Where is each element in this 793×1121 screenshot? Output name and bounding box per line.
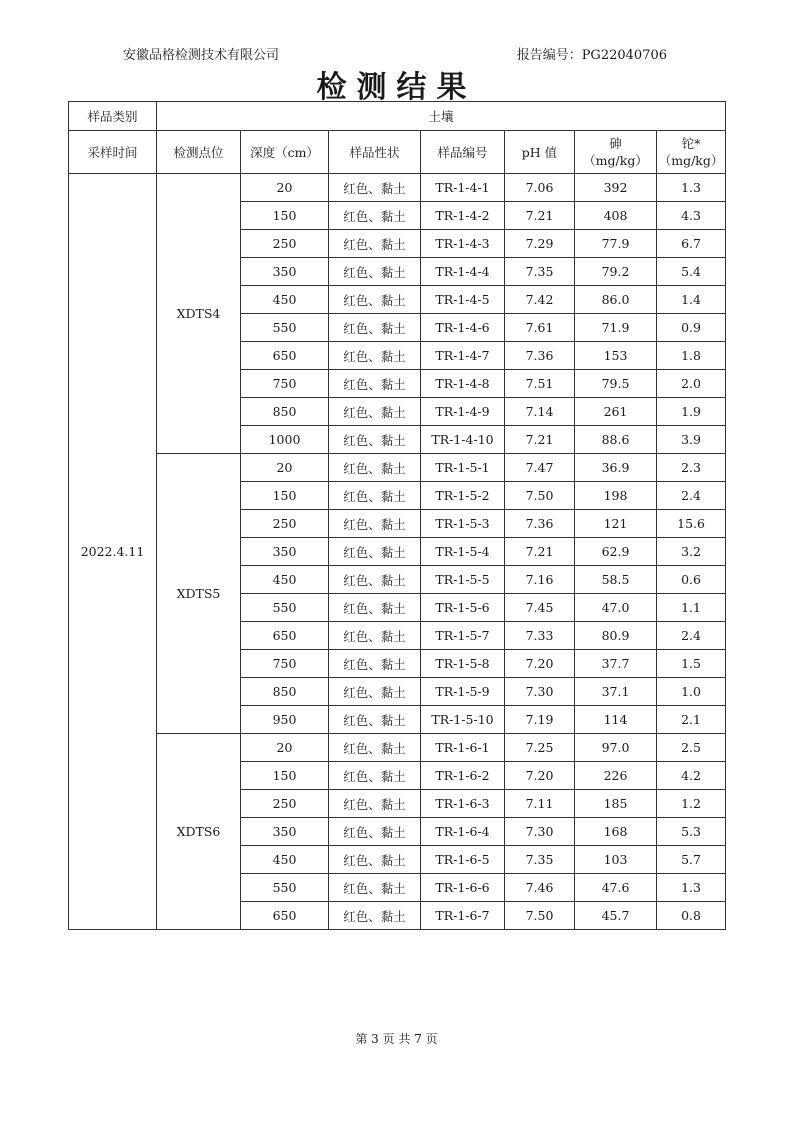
ph-cell: 7.50 (505, 482, 575, 510)
sample-code-cell: TR-1-5-7 (421, 622, 505, 650)
depth-cell: 550 (241, 874, 329, 902)
nature-cell: 红色、黏土 (329, 314, 421, 342)
nature-cell: 红色、黏土 (329, 790, 421, 818)
depth-cell: 350 (241, 818, 329, 846)
nature-cell: 红色、黏土 (329, 258, 421, 286)
sample-type-value: 土壤 (157, 102, 726, 131)
sample-code-cell: TR-1-6-1 (421, 734, 505, 762)
arsenic-cell: 153 (575, 342, 657, 370)
nature-cell: 红色、黏土 (329, 202, 421, 230)
depth-cell: 750 (241, 650, 329, 678)
sample-code-cell: TR-1-4-4 (421, 258, 505, 286)
results-table-body (69, 102, 726, 930)
thallium-cell: 1.2 (657, 790, 726, 818)
arsenic-cell: 185 (575, 790, 657, 818)
nature-cell: 红色、黏土 (329, 342, 421, 370)
results-table (68, 101, 726, 930)
thallium-cell: 2.4 (657, 482, 726, 510)
depth-cell: 150 (241, 762, 329, 790)
sample-code-cell: TR-1-6-2 (421, 762, 505, 790)
nature-cell: 红色、黏土 (329, 650, 421, 678)
ph-cell: 7.29 (505, 230, 575, 258)
col-header-code: 样品编号 (421, 131, 505, 174)
sampling-date-cell: 2022.4.11 (69, 174, 157, 930)
depth-cell: 550 (241, 314, 329, 342)
thallium-cell: 1.3 (657, 874, 726, 902)
ph-cell: 7.35 (505, 258, 575, 286)
thallium-cell: 4.2 (657, 762, 726, 790)
depth-cell: 250 (241, 230, 329, 258)
sample-code-cell: TR-1-4-5 (421, 286, 505, 314)
ph-cell: 7.47 (505, 454, 575, 482)
thallium-cell: 1.4 (657, 286, 726, 314)
nature-cell: 红色、黏土 (329, 706, 421, 734)
arsenic-cell: 80.9 (575, 622, 657, 650)
nature-cell: 红色、黏土 (329, 594, 421, 622)
ph-cell: 7.16 (505, 566, 575, 594)
thallium-cell: 5.3 (657, 818, 726, 846)
col-header-arsenic (575, 131, 657, 174)
depth-cell: 550 (241, 594, 329, 622)
thallium-cell: 0.9 (657, 314, 726, 342)
table-row (69, 174, 726, 202)
nature-cell: 红色、黏土 (329, 286, 421, 314)
arsenic-name: 砷 (609, 136, 622, 151)
sample-code-cell: TR-1-5-8 (421, 650, 505, 678)
depth-cell: 650 (241, 902, 329, 930)
ph-cell: 7.46 (505, 874, 575, 902)
thallium-cell: 0.6 (657, 566, 726, 594)
depth-cell: 850 (241, 678, 329, 706)
sample-code-cell: TR-1-5-4 (421, 538, 505, 566)
sample-type-label: 样品类别 (69, 102, 157, 131)
sample-code-cell: TR-1-5-6 (421, 594, 505, 622)
sample-code-cell: TR-1-4-7 (421, 342, 505, 370)
col-header-depth: 深度（cm） (241, 131, 329, 174)
nature-cell: 红色、黏土 (329, 902, 421, 930)
ph-cell: 7.21 (505, 538, 575, 566)
thallium-cell: 2.0 (657, 370, 726, 398)
thallium-cell: 5.4 (657, 258, 726, 286)
depth-cell: 150 (241, 202, 329, 230)
col-header-nature: 样品性状 (329, 131, 421, 174)
ph-cell: 7.35 (505, 846, 575, 874)
thallium-cell: 15.6 (657, 510, 726, 538)
thallium-cell: 4.3 (657, 202, 726, 230)
sample-code-cell: TR-1-4-3 (421, 230, 505, 258)
col-header-ph: pH 值 (505, 131, 575, 174)
ph-cell: 7.21 (505, 426, 575, 454)
sample-code-cell: TR-1-5-5 (421, 566, 505, 594)
detection-point-cell: XDTS6 (157, 734, 241, 930)
company-name: 安徽品格检测技术有限公司 (123, 48, 280, 63)
arsenic-cell: 226 (575, 762, 657, 790)
arsenic-cell: 58.5 (575, 566, 657, 594)
sample-code-cell: TR-1-5-2 (421, 482, 505, 510)
arsenic-cell: 408 (575, 202, 657, 230)
arsenic-cell: 37.7 (575, 650, 657, 678)
nature-cell: 红色、黏土 (329, 510, 421, 538)
depth-cell: 450 (241, 286, 329, 314)
thallium-cell: 2.1 (657, 706, 726, 734)
depth-cell: 20 (241, 174, 329, 202)
table-row (69, 734, 726, 762)
arsenic-cell: 47.6 (575, 874, 657, 902)
detection-point-cell: XDTS5 (157, 454, 241, 734)
arsenic-cell: 86.0 (575, 286, 657, 314)
nature-cell: 红色、黏土 (329, 734, 421, 762)
ph-cell: 7.45 (505, 594, 575, 622)
nature-cell: 红色、黏土 (329, 762, 421, 790)
arsenic-cell: 392 (575, 174, 657, 202)
thallium-cell: 1.8 (657, 342, 726, 370)
detection-point-cell: XDTS4 (157, 174, 241, 454)
sample-code-cell: TR-1-5-1 (421, 454, 505, 482)
depth-cell: 650 (241, 342, 329, 370)
sample-code-cell: TR-1-6-3 (421, 790, 505, 818)
ph-cell: 7.20 (505, 650, 575, 678)
ph-cell: 7.25 (505, 734, 575, 762)
nature-cell: 红色、黏土 (329, 426, 421, 454)
depth-cell: 20 (241, 734, 329, 762)
col-header-time: 采样时间 (69, 131, 157, 174)
ph-cell: 7.61 (505, 314, 575, 342)
col-header-point: 检测点位 (157, 131, 241, 174)
thallium-cell: 1.1 (657, 594, 726, 622)
thallium-cell: 1.3 (657, 174, 726, 202)
thallium-cell: 5.7 (657, 846, 726, 874)
depth-cell: 350 (241, 258, 329, 286)
column-header-row (69, 131, 726, 174)
arsenic-cell: 261 (575, 398, 657, 426)
sample-code-cell: TR-1-4-6 (421, 314, 505, 342)
ph-cell: 7.50 (505, 902, 575, 930)
arsenic-cell: 103 (575, 846, 657, 874)
arsenic-cell: 36.9 (575, 454, 657, 482)
ph-cell: 7.30 (505, 818, 575, 846)
arsenic-cell: 121 (575, 510, 657, 538)
arsenic-cell: 77.9 (575, 230, 657, 258)
arsenic-cell: 71.9 (575, 314, 657, 342)
sample-code-cell: TR-1-4-9 (421, 398, 505, 426)
ph-cell: 7.11 (505, 790, 575, 818)
sample-code-cell: TR-1-4-2 (421, 202, 505, 230)
nature-cell: 红色、黏土 (329, 370, 421, 398)
ph-cell: 7.36 (505, 510, 575, 538)
thallium-cell: 3.9 (657, 426, 726, 454)
ph-cell: 7.42 (505, 286, 575, 314)
nature-cell: 红色、黏土 (329, 398, 421, 426)
thallium-cell: 1.5 (657, 650, 726, 678)
sample-code-cell: TR-1-6-6 (421, 874, 505, 902)
arsenic-cell: 88.6 (575, 426, 657, 454)
nature-cell: 红色、黏土 (329, 818, 421, 846)
thallium-cell: 2.3 (657, 454, 726, 482)
nature-cell: 红色、黏土 (329, 230, 421, 258)
ph-cell: 7.19 (505, 706, 575, 734)
depth-cell: 850 (241, 398, 329, 426)
ph-cell: 7.36 (505, 342, 575, 370)
sample-type-row (69, 102, 726, 131)
depth-cell: 450 (241, 566, 329, 594)
ph-cell: 7.20 (505, 762, 575, 790)
sample-code-cell: TR-1-5-9 (421, 678, 505, 706)
arsenic-cell: 45.7 (575, 902, 657, 930)
col-header-thallium (657, 131, 726, 174)
depth-cell: 950 (241, 706, 329, 734)
thallium-cell: 0.8 (657, 902, 726, 930)
thallium-cell: 2.4 (657, 622, 726, 650)
nature-cell: 红色、黏土 (329, 678, 421, 706)
nature-cell: 红色、黏土 (329, 874, 421, 902)
nature-cell: 红色、黏土 (329, 622, 421, 650)
arsenic-cell: 198 (575, 482, 657, 510)
sample-code-cell: TR-1-6-7 (421, 902, 505, 930)
depth-cell: 650 (241, 622, 329, 650)
sample-code-cell: TR-1-4-10 (421, 426, 505, 454)
ph-cell: 7.14 (505, 398, 575, 426)
depth-cell: 20 (241, 454, 329, 482)
depth-cell: 350 (241, 538, 329, 566)
depth-cell: 150 (241, 482, 329, 510)
page-footer: 第 3 页 共 7 页 (355, 1032, 438, 1046)
sample-code-cell: TR-1-5-10 (421, 706, 505, 734)
arsenic-cell: 79.2 (575, 258, 657, 286)
thallium-name: 铊* (681, 136, 701, 151)
arsenic-cell: 79.5 (575, 370, 657, 398)
thallium-unit: （mg/kg） (658, 153, 724, 168)
sample-code-cell: TR-1-4-8 (421, 370, 505, 398)
sample-code-cell: TR-1-6-4 (421, 818, 505, 846)
nature-cell: 红色、黏土 (329, 454, 421, 482)
thallium-cell: 1.0 (657, 678, 726, 706)
depth-cell: 1000 (241, 426, 329, 454)
ph-cell: 7.06 (505, 174, 575, 202)
table-row (69, 454, 726, 482)
report-number: 报告编号：PG22040706 (516, 48, 667, 63)
sample-code-cell: TR-1-6-5 (421, 846, 505, 874)
arsenic-cell: 168 (575, 818, 657, 846)
sample-code-cell: TR-1-5-3 (421, 510, 505, 538)
ph-cell: 7.21 (505, 202, 575, 230)
nature-cell: 红色、黏土 (329, 482, 421, 510)
arsenic-cell: 37.1 (575, 678, 657, 706)
arsenic-cell: 97.0 (575, 734, 657, 762)
nature-cell: 红色、黏土 (329, 538, 421, 566)
arsenic-cell: 114 (575, 706, 657, 734)
ph-cell: 7.51 (505, 370, 575, 398)
nature-cell: 红色、黏土 (329, 846, 421, 874)
depth-cell: 750 (241, 370, 329, 398)
ph-cell: 7.33 (505, 622, 575, 650)
depth-cell: 250 (241, 510, 329, 538)
thallium-cell: 6.7 (657, 230, 726, 258)
arsenic-unit: （mg/kg） (583, 153, 648, 168)
page-title: 检测结果 (316, 70, 477, 105)
nature-cell: 红色、黏土 (329, 174, 421, 202)
thallium-cell: 1.9 (657, 398, 726, 426)
sample-code-cell: TR-1-4-1 (421, 174, 505, 202)
depth-cell: 250 (241, 790, 329, 818)
ph-cell: 7.30 (505, 678, 575, 706)
arsenic-cell: 62.9 (575, 538, 657, 566)
nature-cell: 红色、黏土 (329, 566, 421, 594)
arsenic-cell: 47.0 (575, 594, 657, 622)
thallium-cell: 2.5 (657, 734, 726, 762)
depth-cell: 450 (241, 846, 329, 874)
thallium-cell: 3.2 (657, 538, 726, 566)
